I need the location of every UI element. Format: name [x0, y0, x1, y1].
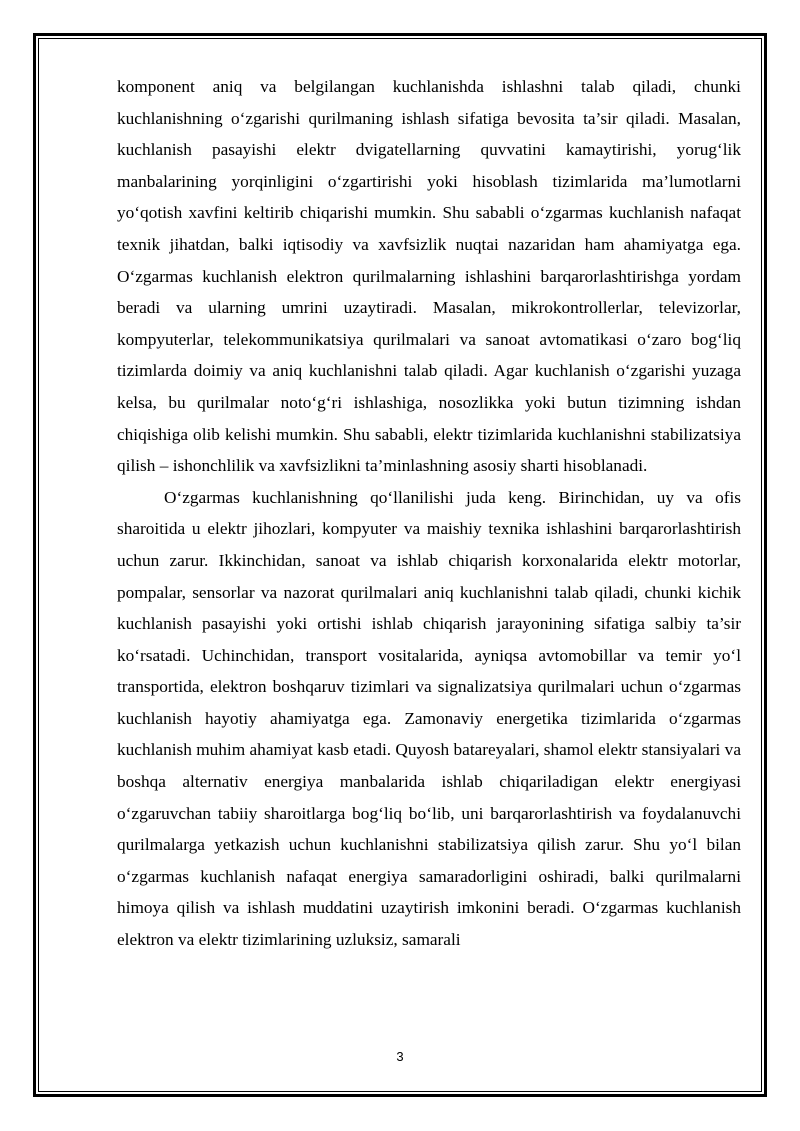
page-number: 3: [396, 1049, 404, 1064]
paragraph-1: komponent aniq va belgilangan kuchlanishda ishlashni talab qiladi, chunki kuchlanishning o‘zgarishi qurilmaning ishlash sifatiga bevosita ta’sir qiladi. Masalan, kuchlanish pasayishi elektr dvigatellarning quvvatini kamaytirishi, yorug‘lik manbalarining yorqinligini o‘zgartirishi yoki hisoblash tizimlarida ma’lumotlarni yo‘qotish xavfini keltirib chiqarishi mumkin. Shu sababli o‘zgarmas kuchlanish nafaqat texnik jihatdan, balki iqtisodiy va xavfsizlik nuqtai nazaridan ham ahamiyatga ega. O‘zgarmas kuchlanish elektron qurilmalarning ishlashini barqarorlashtirishga yordam beradi va ularning umrini uzaytiradi. Masalan, mikrokontrollerlar, televizorlar, kompyuterlar, telekommunikatsiya qurilmalari va sanoat avtomatikasi o‘zaro bog‘liq tizimlarda doimiy va aniq kuchlanishni talab qiladi. Agar kuchlanish o‘zgarishi yuzaga kelsa, bu qurilmalar noto‘g‘ri ishlashiga, nosozlikka yoki butun tizimning ishdan chiqishiga olib kelishi mumkin. Shu sababli, elektr tizimlarida kuchlanishni stabilizatsiya qilish – ishonchlilik va xavfsizlikni ta’minlashning asosiy sharti hisoblanadi.: [117, 77, 741, 476]
document-body: [117, 71, 741, 956]
paragraph-2: O‘zgarmas kuchlanishning qo‘llanilishi juda keng. Birinchidan, uy va ofis sharoitida u elektr jihozlari, kompyuter va maishiy texnika ishlashini barqarorlashtirish uchun zarur. Ikkinchidan, sanoat va ishlab chiqarish korxonalarida elektr motorlar, pompalar, sensorlar va nazorat qurilmalari aniq kuchlanishni talab qiladi, chunki kichik kuchlanish pasayishi yoki ortishi ishlab chiqarish jarayonining sifatiga salbiy ta’sir ko‘rsatadi. Uchinchidan, transport vositalarida, ayniqsa avtomobillar va temir yo‘l transportida, elektron boshqaruv tizimlari va signalizatsiya qurilmalari uchun o‘zgarmas kuchlanish hayotiy ahamiyatga ega. Zamonaviy energetika tizimlarida o‘zgarmas kuchlanish muhim ahamiyat kasb etadi. Quyosh batareyalari, shamol elektr stansiyalari va boshqa alternativ energiya manbalarida ishlab chiqariladigan elektr energiyasi o‘zgaruvchan tabiiy sharoitlarga bog‘liq bo‘lib, uni barqarorlashtirish va foydalanuvchi qurilmalarga yetkazish uchun kuchlanishni stabilizatsiya qilish zarur. Shu yo‘l bilan o‘zgarmas kuchlanish nafaqat energiya samaradorligini oshiradi, balki qurilmalarni himoya qilish va ishlash muddatini uzaytirish imkonini beradi. O‘zgarmas kuchlanish elektron va elektr tizimlarining uzluksiz, samarali: [117, 487, 741, 950]
